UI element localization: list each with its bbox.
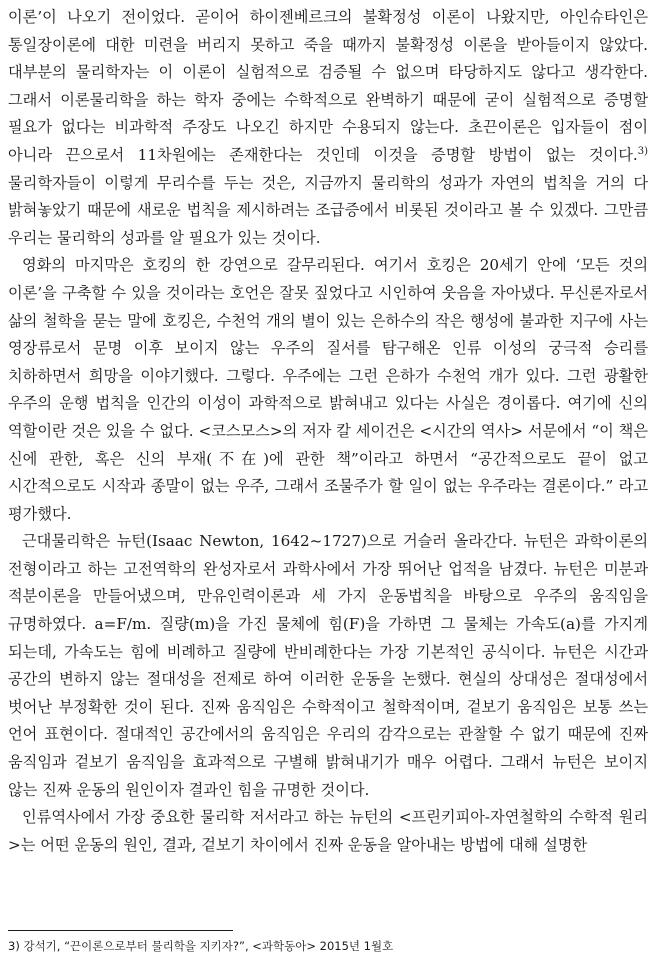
paragraph-4: 인류역사에서 가장 중요한 물리학 저서라고 하는 뉴턴의 <프린키피아-자연철학의 수학적 원리>는 어떤 운동의 원인, 결과, 겉보기 차이에서 진짜 운동을 알아내는 방법에 대해 설명한 — [8, 808, 648, 854]
footnote-reference: 3) — [637, 145, 648, 157]
paragraph-1 — [8, 4, 648, 252]
footnote-divider — [8, 930, 233, 931]
paragraph-1-text-a: 이론’이 나오기 전이었다. 곧이어 하이젠베르크의 불확정성 이론이 나왔지만, 아인슈타인은 통일장이론에 대한 미련을 버리지 못하고 죽을 때까지 불확정성 이론을 받아들이지 않았다. 대부분의 물리학자는 이 이론이 실험적으로 검증될 수 없으며 타당하지도 않다고 생각한다. 그래서 이론물리학을 하는 학자 중에는 수학적으로 완벽하기 때문에 굳이 실험적으로 증명할 필요가 없다는 비과학적 주장도 나오긴 하지만 수용되지 않는다. 초끈이론은 입자들이 점이 아니라 끈으로서 11차원에는 존재한다는 것인데 이것을 증명할 방법이 없는 것이다. — [8, 8, 648, 164]
paragraph-3: 근대물리학은 뉴턴(Isaac Newton, 1642~1727)으로 거슬러 올라간다. 뉴턴은 과학이론의 전형이라고 하는 고전역학의 완성자로서 과학사에서 가장 뛰어난 업적을 남겼다. 뉴턴은 미분과 적분이론을 만들어냈으며, 만유인력이론과 세 가지 운동법칙을 바탕으로 우주의 움직임을 규명하였다. a=F/m. 질량(m)을 가진 물체에 힘(F)을 가하면 그 물체는 가속도(a)를 가지게 되는데, 가속도는 힘에 비례하고 질량에 반비례한다는 가장 기본적인 공식이다. 뉴턴은 시간과 공간의 변하지 않는 절대성을 전제로 하여 이러한 운동을 논했다. 현실의 상대성은 절대성에서 벗어난 부정확한 것이 된다. 진짜 움직임은 수학적이고 철학적이며, 겉보기 움직임은 보통 쓰는 언어 표현이다. 절대적인 공간에서의 움직임은 우리의 감각으로는 관찰할 수 없기 때문에 진짜 움직임과 겉보기 움직임을 효과적으로 구별해 밝혀내기가 매우 어렵다. 그래서 뉴턴은 보이지 않는 진짜 운동의 원인이자 결과인 힘을 규명한 것이다. — [8, 532, 648, 799]
paragraph-1-text-b: 물리학자들이 이렇게 무리수를 두는 것은, 지금까지 물리학의 성과가 자연의 법칙을 거의 다 밝혀놓았기 때문에 새로운 법칙을 제시하려는 조급증에서 비롯된 것이라고 볼 수 있겠다. 그만큼 우리는 물리학의 성과를 알 필요가 있는 것이다. — [8, 173, 648, 247]
paragraph-2: 영화의 마지막은 호킹의 한 강연으로 갈무리된다. 여기서 호킹은 20세기 안에 ‘모든 것의 이론’을 구축할 수 있을 것이라는 호언은 잘못 짚었다고 시인하여 웃음을 자아냈다. 무신론자로서 삶의 철학을 묻는 말에 호킹은, 수천억 개의 별이 있는 은하수의 작은 행성에 불과한 지구에 사는 영장류로서 문명 이후 보이지 않는 우주의 질서를 탐구해온 인류 이성의 궁극적 승리를 치하하면서 희망을 이야기했다. 그렇다. 우주에는 그런 은하가 수천억 개가 있다. 그런 광활한 우주의 운행 법칙을 인간의 이성이 과학적으로 밝혀내고 있다는 사실은 경이롭다. 여기에 신의 역할이란 것은 있을 수 없다. <코스모스>의 저자 칼 세이건은 <시간의 역사> 서문에서 “이 책은 신에 관한, 혹은 신의 부재(不在)에 관한 책”이라고 하면서 “공간적으로도 끝이 없고 시간적으로도 시작과 종말이 없는 우주, 그래서 조물주가 할 일이 없는 우주라는 결론이다.” 라고 평가했다. — [8, 256, 648, 523]
footnote: 3) 강석기, “끈이론으로부터 물리학을 지키자?”, <과학동아> 2015년 1월호 — [8, 939, 394, 953]
page-body — [8, 4, 648, 859]
